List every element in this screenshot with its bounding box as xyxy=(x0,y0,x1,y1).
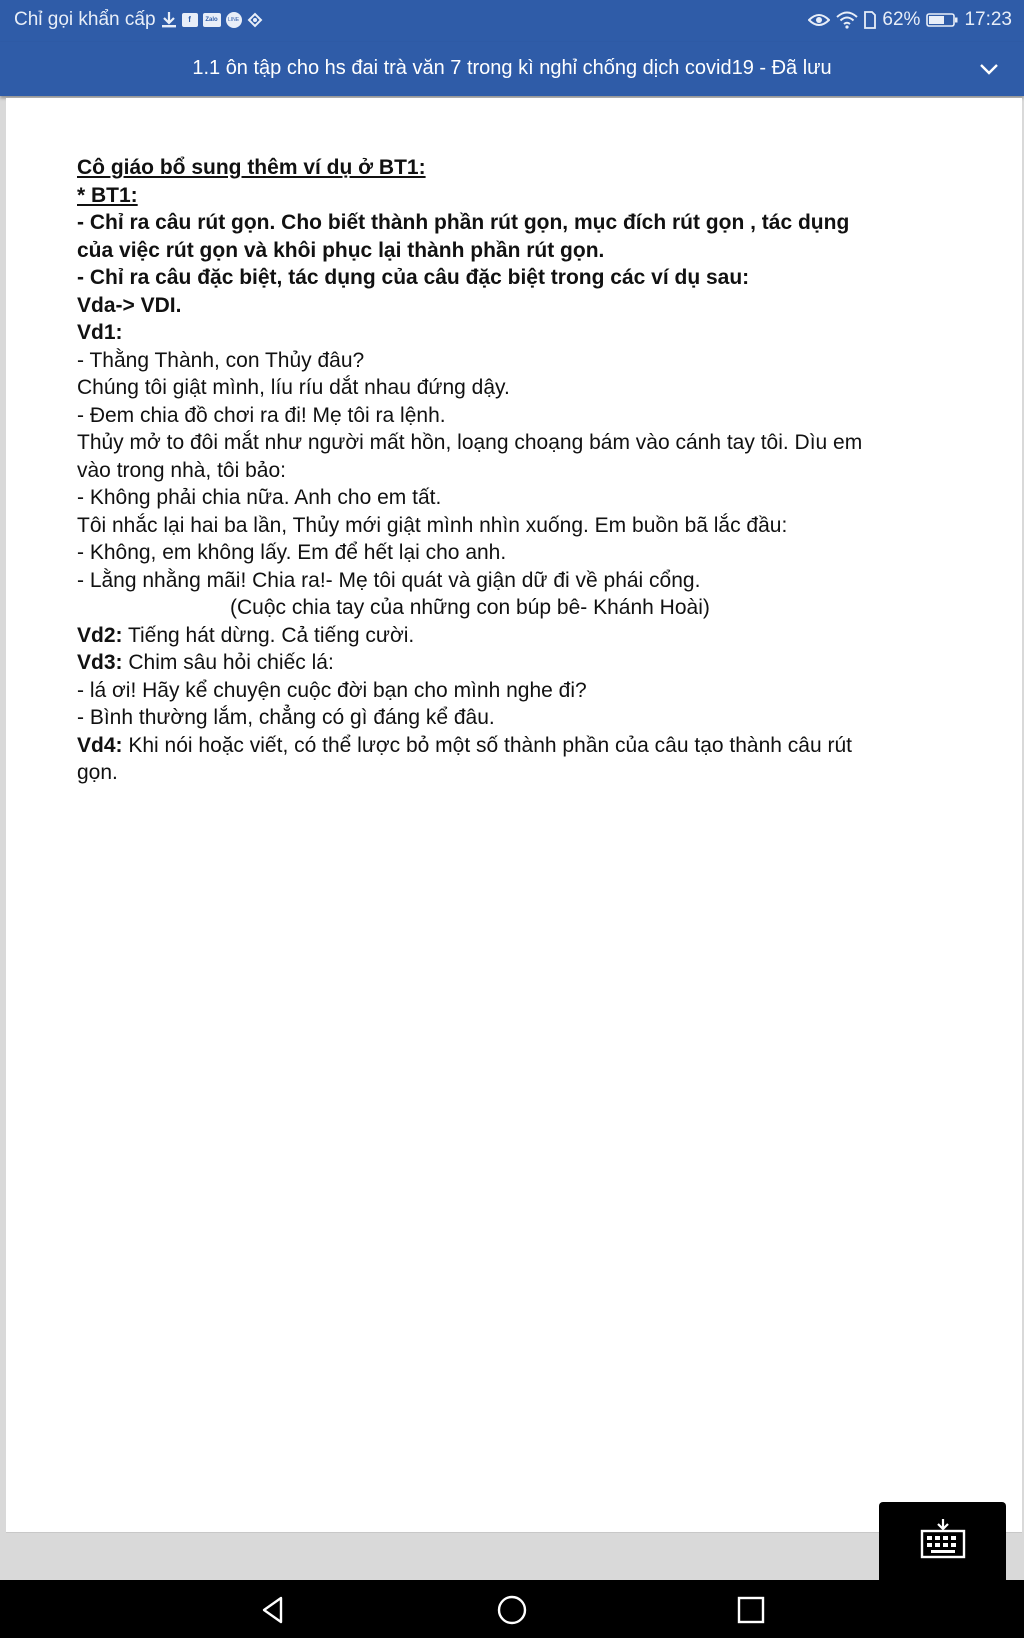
document-title: 1.1 ôn tập cho hs đai trà văn 7 trong kì nghỉ chống dịch covid19 - Đã lưu xyxy=(192,57,832,79)
back-icon[interactable] xyxy=(256,1593,290,1627)
sim-icon xyxy=(864,11,876,29)
vd1-line: - Thằng Thành, con Thủy đâu? xyxy=(77,348,365,372)
app-notification-icon xyxy=(247,12,263,28)
vd1-line: - Đem chia đồ chơi ra đi! Mẹ tôi ra lệnh. xyxy=(77,403,446,427)
vd3-text: Chim sâu hỏi chiếc lá: xyxy=(122,651,334,674)
keyboard-toggle-button[interactable] xyxy=(879,1502,1006,1580)
vd4-text: Khi nói hoặc viết, có thể lược bỏ một số thành phần của câu tạo thành câu rút xyxy=(122,733,852,757)
vd3-paragraph xyxy=(77,649,977,677)
battery-icon xyxy=(926,12,958,28)
vd2-text: Tiếng hát dừng. Cả tiếng cười. xyxy=(122,623,415,647)
status-left xyxy=(14,9,263,31)
line-icon: LINE xyxy=(226,12,242,28)
document-content xyxy=(77,154,977,787)
vd1-line: Tôi nhắc lại hai ba lần, Thủy mới giật mình nhìn xuống. Em buồn bã lắc đầu: xyxy=(77,513,788,537)
home-icon[interactable] xyxy=(495,1593,529,1627)
clock: 17:23 xyxy=(964,9,1012,30)
system-navigation-bar xyxy=(0,1580,1024,1638)
vd3-label: Vd3: xyxy=(77,651,123,674)
vd3-line: - lá ơi! Hãy kể chuyện cuộc đời bạn cho mình nghe đi? xyxy=(77,678,587,702)
vd1-line: Chúng tôi giật mình, líu ríu dắt nhau đứng dậy. xyxy=(77,376,510,399)
keyboard-icon xyxy=(916,1517,970,1566)
status-right xyxy=(808,9,1012,31)
carrier-text: Chỉ gọi khẩn cấp xyxy=(14,9,156,30)
status-bar xyxy=(0,0,1024,42)
facebook-icon: f xyxy=(182,13,198,27)
doc-heading: Cô giáo bổ sung thêm ví dụ ở BT1: xyxy=(77,156,426,179)
task1-line2: của việc rút gọn và khôi phục lại thành phần rút gọn. xyxy=(77,238,605,262)
task1-line1: - Chỉ ra câu rút gọn. Cho biết thành phần rút gọn, mục đích rút gọn , tác dụng xyxy=(77,211,850,234)
vd1-line: Thủy mở to đôi mắt như người mất hồn, loạng choạng bám vào cánh tay tôi. Dìu em xyxy=(77,431,863,454)
task2-line: - Chỉ ra câu đặc biệt, tác dụng của câu đặc biệt trong các ví dụ sau: xyxy=(77,266,750,289)
vd2-label: Vd2: xyxy=(77,623,123,647)
vd2-paragraph xyxy=(77,622,977,650)
document-title-bar xyxy=(0,42,1024,96)
vd4-paragraph xyxy=(77,732,977,760)
vd1-line: - Không phải chia nữa. Anh cho em tất. xyxy=(77,486,442,509)
vd1-label: Vd1: xyxy=(77,321,123,344)
vd1-line: vào trong nhà, tôi bảo: xyxy=(77,458,286,482)
vd1-line: - Lằng nhằng mãi! Chia ra!- Mẹ tôi quát và giận dữ đi về phái cổng. xyxy=(77,568,701,592)
chevron-down-icon[interactable] xyxy=(976,57,1002,81)
recents-icon[interactable] xyxy=(734,1593,768,1627)
wifi-icon xyxy=(836,11,858,29)
vd4-label: Vd4: xyxy=(77,733,123,757)
example-range: Vda-> VDI. xyxy=(77,293,182,317)
vd4-line: gọn. xyxy=(77,761,118,784)
document-page xyxy=(6,98,1022,1533)
eye-comfort-icon xyxy=(808,12,830,28)
vd1-line: - Không, em không lấy. Em để hết lại cho anh. xyxy=(77,541,507,564)
battery-percent: 62% xyxy=(882,9,921,30)
zalo-icon: Zalo xyxy=(203,13,221,27)
vd1-source: (Cuộc chia tay của những con búp bê- Khánh Hoài) xyxy=(230,596,710,619)
bt1-label: * BT1: xyxy=(77,183,138,207)
download-icon xyxy=(161,11,177,29)
vd3-line: - Bình thường lắm, chẳng có gì đáng kể đâu. xyxy=(77,706,495,729)
